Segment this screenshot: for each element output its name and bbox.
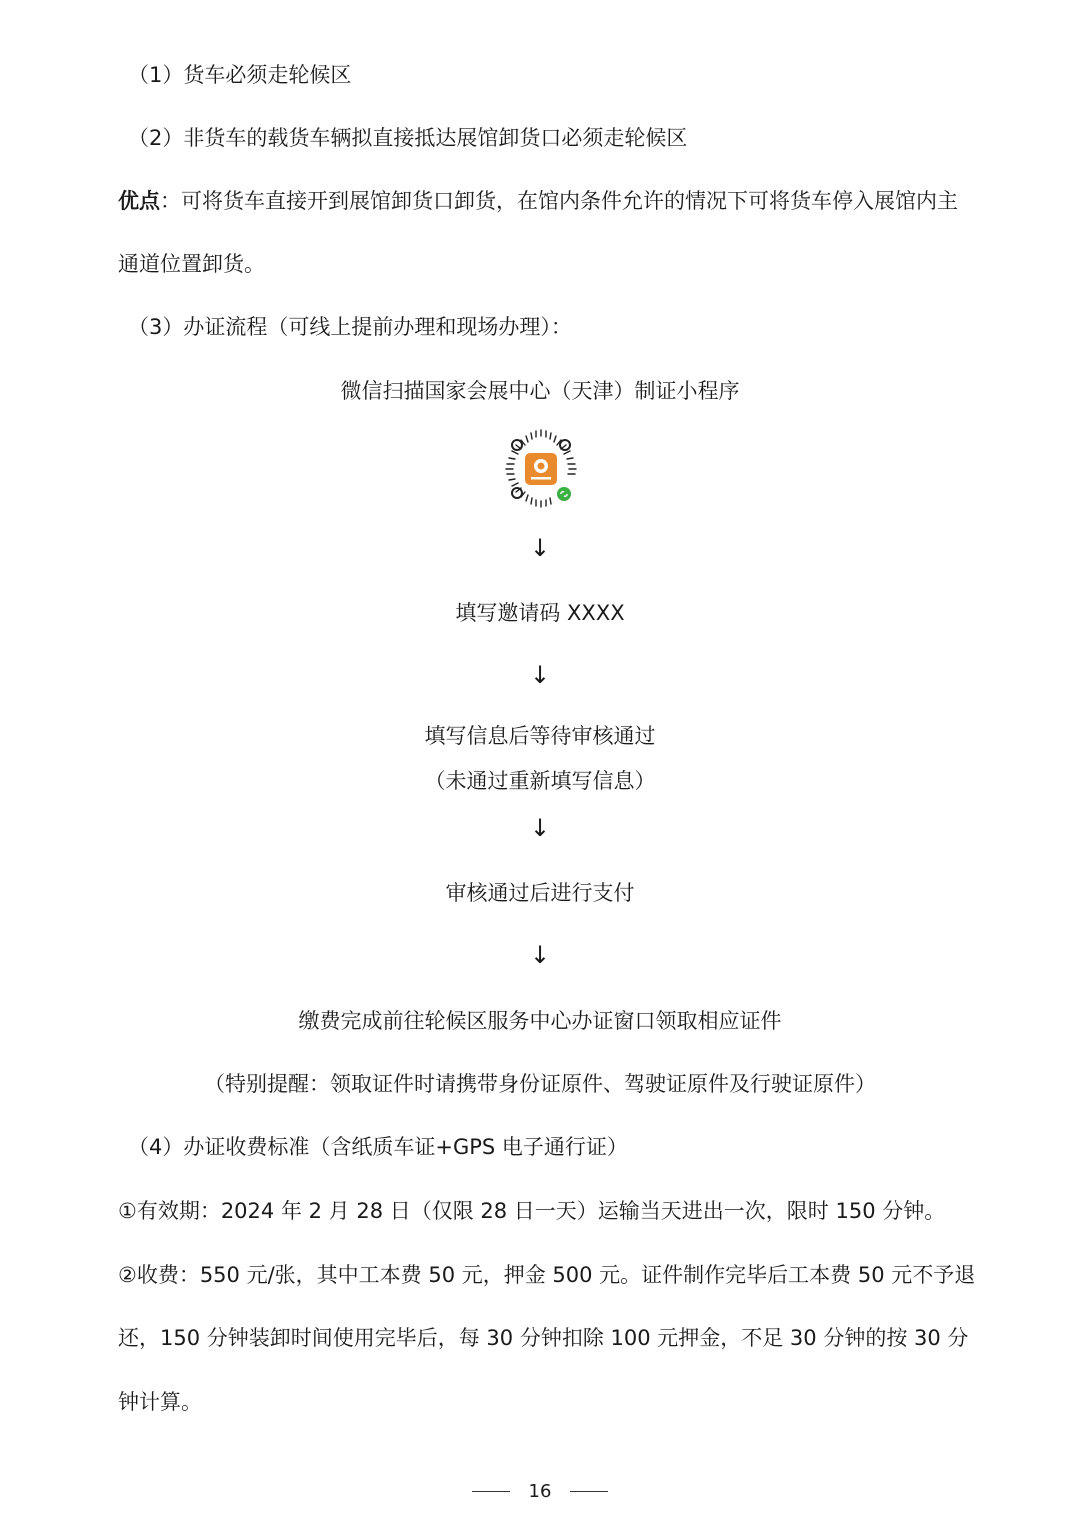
fees-charge-line-2: 还，150 分钟装卸时间使用完毕后，每 30 分钟扣除 100 元押金，不足 30 分钟的按 30 分 <box>118 1326 969 1350</box>
item-2: （2）非货车的载货车辆拟直接抵达展馆卸货口必须走轮候区 <box>128 126 688 150</box>
wechat-badge-icon <box>557 487 571 501</box>
item-1: （1）货车必须走轮候区 <box>128 63 352 87</box>
flow-step-3: 填写信息后等待审核通过 <box>424 724 656 748</box>
advantage-label: 优点 <box>118 189 160 213</box>
page-number: 16 <box>528 1481 552 1502</box>
flow-step-5: 缴费完成前往轮候区服务中心办证窗口领取相应证件 <box>298 1009 782 1033</box>
item-3: （3）办证流程（可线上提前办理和现场办理）： <box>128 315 572 339</box>
flow-step-1: 微信扫描国家会展中心（天津）制证小程序 <box>340 379 740 403</box>
flow-arrow-4: ↓ <box>529 941 551 969</box>
flow-arrow-1: ↓ <box>529 534 551 562</box>
flow-step-3-note: （未通过重新填写信息） <box>424 769 656 793</box>
fees-charge-line-3: 钟计算。 <box>118 1390 202 1414</box>
advantage-line-1 <box>118 186 958 216</box>
footer-rule-right <box>570 1491 608 1492</box>
fees-charge-line-1: ②收费：550 元/张，其中工本费 50 元，押金 500 元。证件制作完毕后工本费 50 元不予退 <box>118 1263 976 1287</box>
fees-validity: ①有效期：2024 年 2 月 28 日（仅限 28 日一天）运输当天进出一次，限时 150 分钟。 <box>118 1199 946 1223</box>
flow-step-5-note: （特别提醒：领取证件时请携带身份证原件、驾驶证原件及行驶证原件） <box>204 1072 876 1096</box>
qr-code-icon <box>500 428 582 510</box>
flow-arrow-3: ↓ <box>529 814 551 842</box>
fees-title: （4）办证收费标准（含纸质车证+GPS 电子通行证） <box>128 1135 628 1159</box>
advantage-line-2: 通道位置卸货。 <box>118 252 265 276</box>
advantage-text: ：可将货车直接开到展馆卸货口卸货，在馆内条件允许的情况下可将货车停入展馆内主 <box>160 189 958 213</box>
flow-step-4: 审核通过后进行支付 <box>445 881 635 905</box>
flow-arrow-2: ↓ <box>529 661 551 689</box>
flow-step-2: 填写邀请码 XXXX <box>455 601 625 625</box>
